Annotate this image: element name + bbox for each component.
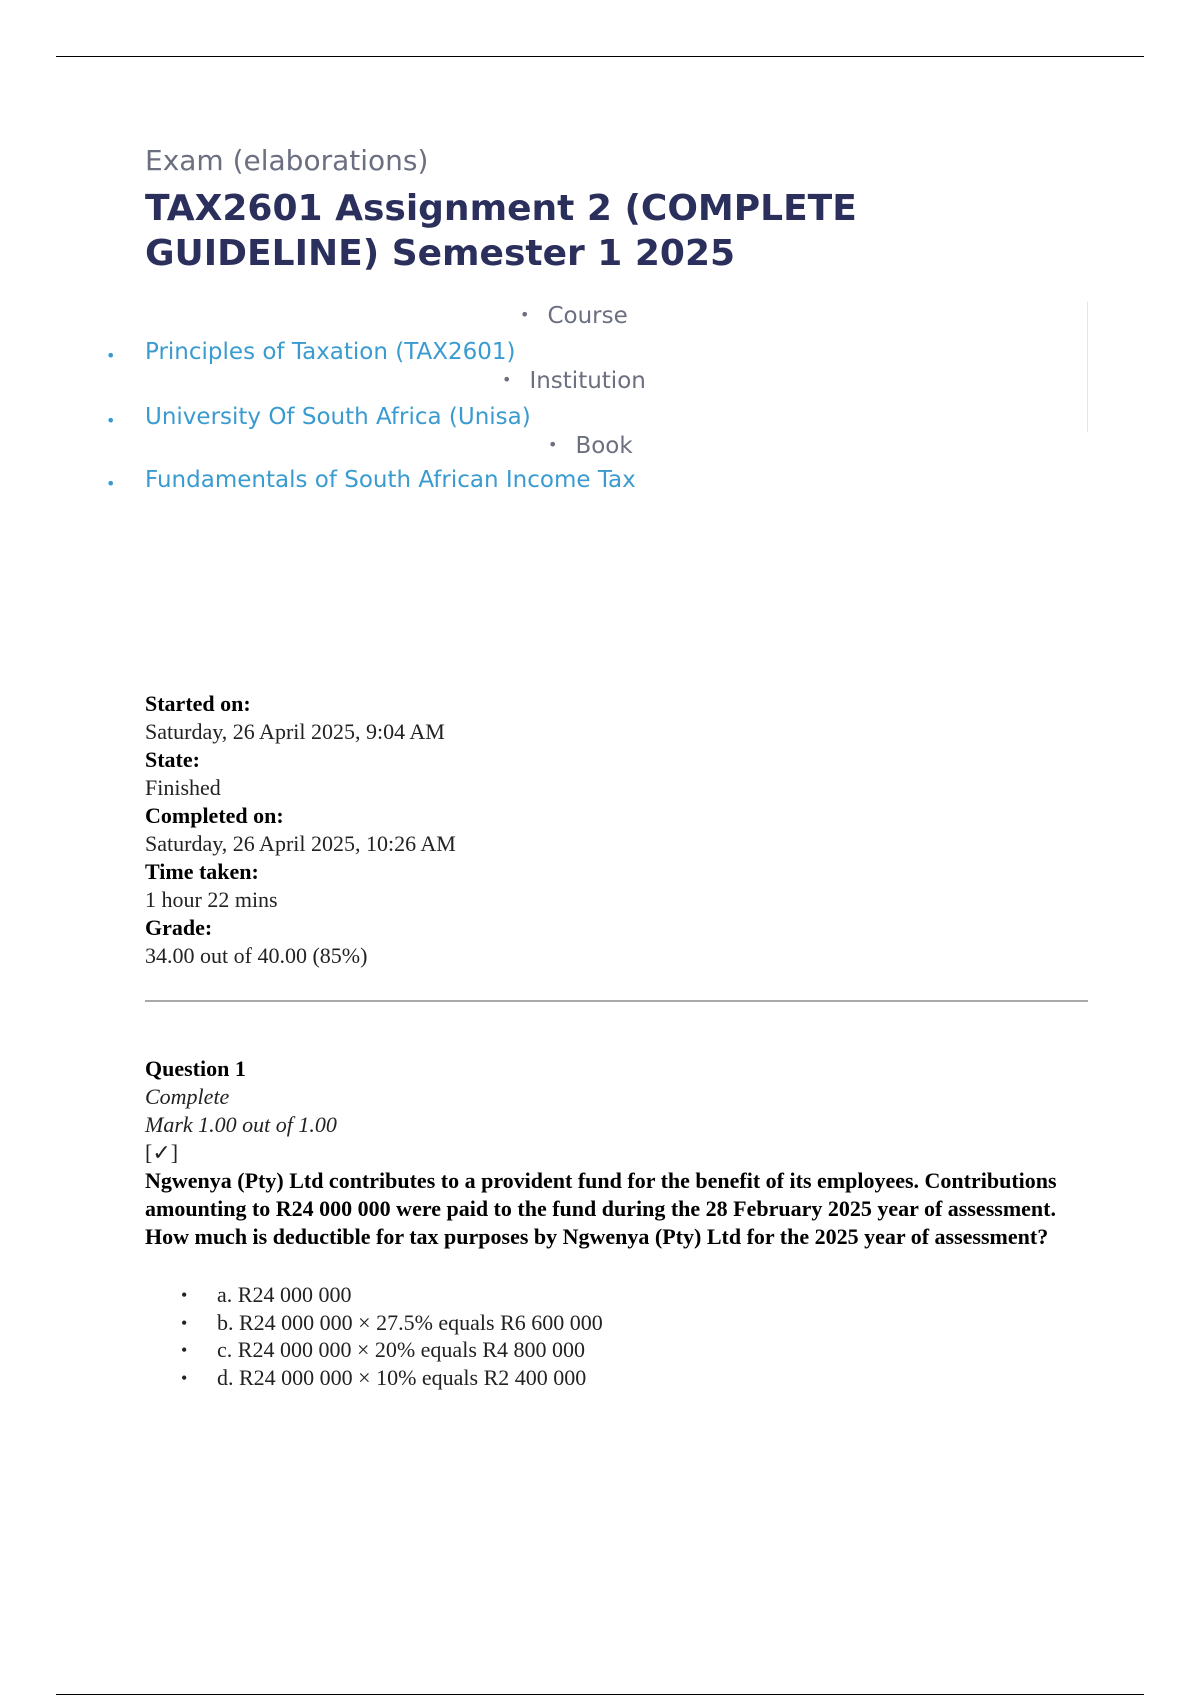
- bullet-icon: •: [106, 346, 116, 365]
- bullet-icon: •: [548, 435, 558, 454]
- book-link[interactable]: Fundamentals of South African Income Tax: [145, 467, 636, 493]
- bullet-icon: •: [181, 1367, 188, 1388]
- bullet-icon: •: [502, 370, 512, 389]
- meta-book-label: • Book: [548, 433, 633, 459]
- state-value: Finished: [145, 775, 221, 800]
- question-state: Complete: [145, 1084, 230, 1109]
- answer-option[interactable]: • c. R24 000 000 × 20% equals R4 800 000: [181, 1337, 586, 1362]
- bullet-icon: •: [181, 1312, 188, 1333]
- document-title: TAX2601 Assignment 2 (COMPLETE GUIDELINE) Semester 1 2025: [145, 188, 857, 274]
- bullet-icon: •: [106, 411, 116, 430]
- bullet-icon: •: [181, 1285, 188, 1305]
- question-text: Ngwenya (Pty) Ltd contributes to a provident fund for the benefit of its employees. Contributions amounting to R24 000 000 were paid to the fund during the 28 February 2025 year of assessment. How much is deductible for tax purposes by Ngwenya (Pty) Ltd for the 2025 year of assessment?: [145, 1168, 1057, 1249]
- time-taken-label: Time taken:: [145, 859, 259, 884]
- answer-option[interactable]: • b. R24 000 000 × 27.5% equals R6 600 000: [181, 1309, 603, 1335]
- grade-label: Grade:: [145, 915, 213, 940]
- meta-course-label: • Course: [520, 303, 628, 329]
- bullet-icon: •: [181, 1340, 188, 1360]
- top-rule: [56, 56, 1144, 57]
- bullet-icon: •: [520, 305, 530, 324]
- time-taken-value: 1 hour 22 mins: [145, 887, 278, 912]
- question-block: [145, 1055, 1085, 1391]
- started-label: Started on:: [145, 691, 251, 716]
- vertical-divider: [1087, 302, 1088, 432]
- completed-label: Completed on:: [145, 803, 284, 828]
- answer-option[interactable]: • d. R24 000 000 × 10% equals R2 400 000: [181, 1364, 587, 1390]
- attempt-summary: [145, 690, 456, 970]
- section-separator: [145, 1000, 1088, 1002]
- institution-link[interactable]: University Of South Africa (Unisa): [145, 404, 531, 430]
- answer-list: [145, 1281, 1085, 1391]
- bottom-rule: [56, 1694, 1144, 1695]
- question-number: Question 1: [145, 1056, 246, 1081]
- started-value: Saturday, 26 April 2025, 9:04 AM: [145, 719, 445, 744]
- grade-value: 34.00 out of 40.00 (85%): [145, 943, 368, 968]
- answer-option[interactable]: • a. R24 000 000: [181, 1282, 352, 1307]
- course-link[interactable]: Principles of Taxation (TAX2601): [145, 339, 516, 365]
- bullet-icon: •: [106, 474, 116, 493]
- state-label: State:: [145, 747, 200, 772]
- question-mark: Mark 1.00 out of 1.00: [145, 1112, 337, 1137]
- question-flag[interactable]: [✓]: [145, 1140, 179, 1165]
- completed-value: Saturday, 26 April 2025, 10:26 AM: [145, 831, 456, 856]
- document-type: Exam (elaborations): [145, 144, 429, 177]
- meta-institution-label: • Institution: [502, 368, 646, 394]
